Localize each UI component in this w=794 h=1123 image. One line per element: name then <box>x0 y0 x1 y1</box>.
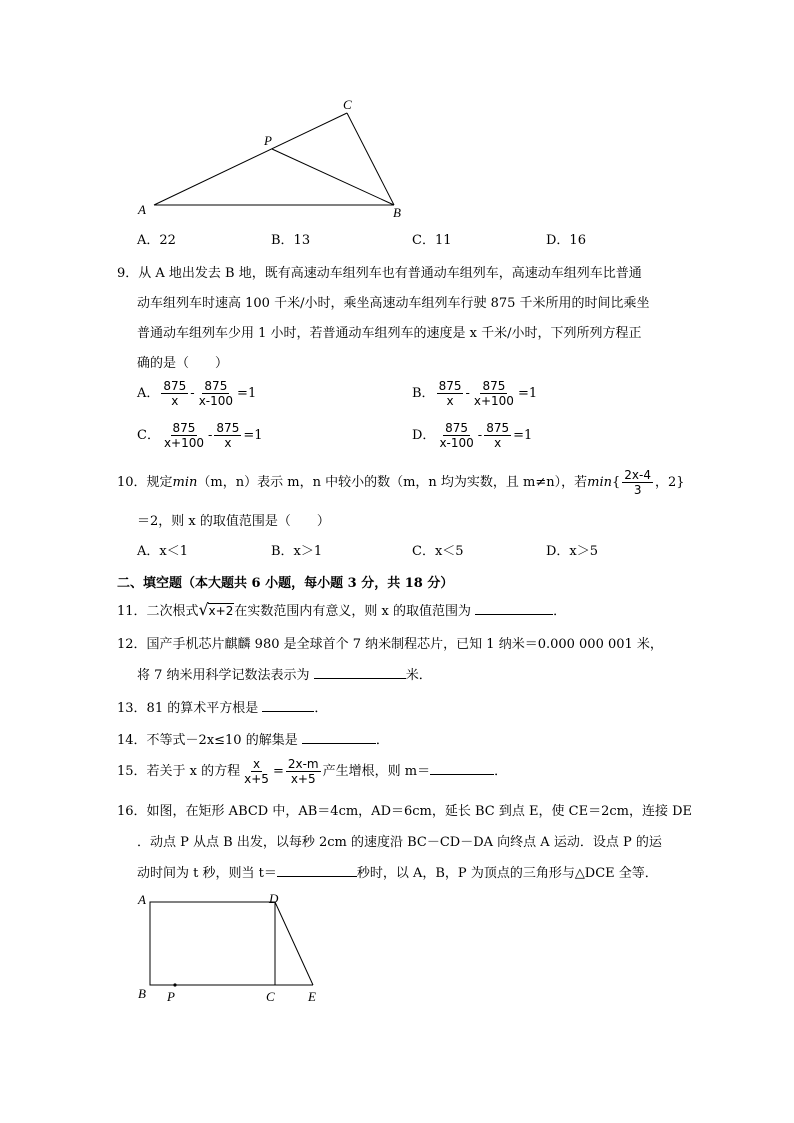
label-a: A <box>138 202 146 217</box>
q11-end: ． <box>553 604 567 619</box>
segment-de <box>275 902 313 985</box>
option-label: D． <box>412 428 436 443</box>
fraction <box>622 468 653 497</box>
option-label: B． <box>412 386 435 401</box>
q16-text-a: 动时间为 t 秒，则当 t＝ <box>137 866 277 881</box>
q16-line-1: 16．如图，在矩形 ABCD 中，AB＝4cm，AD＝6cm，延长 BC 到点 E，使 CE＝2cm，连接 DE <box>117 804 692 819</box>
question-14 <box>117 729 389 748</box>
q16-line-3 <box>137 862 658 881</box>
q8-option-a: A．22 <box>137 233 176 248</box>
label-e: E <box>308 989 316 1004</box>
q10-option-d: D．x＞5 <box>546 544 599 559</box>
fraction <box>437 379 464 408</box>
q10-line-2: ＝2，则 x 的取值范围是（ ） <box>137 514 330 529</box>
q10-line-1 <box>117 468 685 497</box>
label-a: A <box>138 892 146 907</box>
q8-option-b: B．13 <box>271 233 311 248</box>
q13-text: 13．81 的算术平方根是 <box>117 701 259 716</box>
q12-line-2 <box>137 664 432 683</box>
q9-line-2: 动车组列车时速高 100 千米/小时，乘坐高速动车组列车行驶 875 千米所用的时间比乘坐 <box>137 296 650 311</box>
q12-text: 将 7 纳米用科学记数法表示为 <box>137 668 310 683</box>
label-b: B <box>393 205 401 220</box>
segment-pb <box>272 149 394 205</box>
equation-tail: =1 <box>517 386 538 401</box>
fraction <box>162 421 206 450</box>
answer-blank[interactable] <box>277 864 357 877</box>
sqrt-expression <box>198 600 235 619</box>
numerator: 875 <box>445 421 469 435</box>
fraction <box>437 421 475 450</box>
answer-blank[interactable] <box>262 699 314 712</box>
radicand: x+2 <box>208 604 234 618</box>
fraction <box>214 421 241 450</box>
rectangle-figure <box>135 890 335 1010</box>
q11-prefix: 11．二次根式 <box>117 604 199 619</box>
q10-prefix: 10．规定 <box>117 475 173 490</box>
denominator: x-100 <box>198 394 234 408</box>
numerator: 875 <box>438 379 462 393</box>
q10-option-b: B．x＞1 <box>271 544 323 559</box>
q9-line-4: 确的是（ ） <box>137 356 229 371</box>
fraction <box>197 379 235 408</box>
q10-option-c: C．x＜5 <box>412 544 464 559</box>
q8-option-c: C．11 <box>412 233 452 248</box>
numerator: 875 <box>204 379 228 393</box>
denominator: 3 <box>633 483 642 497</box>
rectangle-abcd <box>150 902 275 985</box>
label-d: D <box>269 891 279 906</box>
numerator: 2x-4 <box>624 468 651 482</box>
numerator: 875 <box>172 421 196 435</box>
q16-text-b: 秒时，以 A，B，P 为顶点的三角形与△DCE 全等． <box>356 866 658 881</box>
q12-end: 米． <box>405 668 432 683</box>
question-13 <box>117 697 327 716</box>
q10-option-a: A．x＜1 <box>137 544 188 559</box>
triangle-figure <box>130 95 420 225</box>
numerator: 875 <box>163 379 187 393</box>
denominator: x <box>171 394 179 408</box>
q13-end: ． <box>314 701 328 716</box>
q15-end: ． <box>494 764 508 779</box>
point-p <box>173 983 176 986</box>
denominator: x <box>224 436 232 450</box>
fraction <box>472 379 516 408</box>
q9-line-1: 9．从 A 地出发去 B 地，既有高速动车组列车也有普通动车组列车，高速动车组列车比普通 <box>117 266 642 281</box>
denominator: x+5 <box>290 772 316 786</box>
equals-sign: = <box>272 764 284 779</box>
numerator: 2x-m <box>287 757 319 771</box>
denominator: x <box>494 436 502 450</box>
label-p: P <box>167 989 175 1004</box>
equation-tail: =1 <box>513 428 533 443</box>
q10-min-2: min <box>587 475 612 490</box>
answer-blank[interactable] <box>302 731 376 744</box>
answer-blank[interactable] <box>314 666 406 679</box>
fraction <box>286 757 321 786</box>
equation-tail: =1 <box>243 428 263 443</box>
label-p: P <box>264 133 272 148</box>
denominator: x+100 <box>473 394 514 408</box>
question-15 <box>117 757 507 786</box>
answer-blank[interactable] <box>475 602 553 615</box>
numerator: 875 <box>216 421 240 435</box>
q9-option-b: B． $\frac{875}{x}$ - $\frac{875}{x+100}$ =1 <box>412 379 538 408</box>
section-title-fill-in: 二、填空题（本大题共 6 小题，每小题 3 分，共 18 分） <box>117 576 454 591</box>
question-11 <box>117 600 566 619</box>
q10-text-a: （m，n）表示 m，n 中较小的数（m，n 均为实数，且 m≠n），若 <box>197 475 588 490</box>
option-label: A． <box>137 386 160 401</box>
q12-line-1: 12．国产手机芯片麒麟 980 是全球首个 7 纳米制程芯片，已知 1 纳米＝0.000 000 001 米， <box>117 637 663 652</box>
q9-option-d: D． $\frac{875}{x-100}$ - $\frac{875}{x}$ =1 <box>412 421 533 450</box>
q9-line-3: 普通动车组列车少用 1 小时，若普通动车组列车的速度是 x 千米/小时，下列所列方程正 <box>137 326 642 341</box>
sqrt-icon: √ <box>198 600 209 619</box>
segment-cb <box>347 113 394 205</box>
q10-brace: { <box>612 475 621 490</box>
numerator: 875 <box>486 421 510 435</box>
q14-text: 14．不等式－2x≤10 的解集是 <box>117 733 298 748</box>
q11-text: 在实数范围内有意义，则 x 的取值范围为 <box>234 604 471 619</box>
q9-option-c: C． $\frac{875}{x+100}$ - $\frac{875}{x}$ =1 <box>137 421 263 450</box>
label-b: B <box>138 986 146 1001</box>
q10-min: min <box>172 475 198 490</box>
option-label: C． <box>137 428 160 443</box>
segment-ac <box>154 113 347 205</box>
fraction <box>161 379 188 408</box>
denominator: x-100 <box>439 436 474 450</box>
denominator: x <box>446 394 454 408</box>
answer-blank[interactable] <box>430 762 494 775</box>
q8-option-d: D．16 <box>546 233 586 248</box>
fraction <box>242 757 271 786</box>
numerator: x <box>252 757 261 771</box>
q9-option-a: A． $\frac{875}{x}$ - $\frac{875}{x-100}$ =1 <box>137 379 257 408</box>
q16-line-2: ．动点 P 从点 B 出发，以每秒 2cm 的速度沿 BC－CD－DA 向终点 A 运动．设点 P 的运 <box>137 835 662 850</box>
q14-end: ． <box>375 733 389 748</box>
q15-text: 产生增根，则 m＝ <box>322 764 431 779</box>
q10-text-c: ，2} <box>654 475 685 490</box>
q15-prefix: 15．若关于 x 的方程 <box>117 764 241 779</box>
fraction <box>484 421 511 450</box>
label-c: C <box>266 989 275 1004</box>
label-c: C <box>343 97 352 112</box>
denominator: x+5 <box>244 772 269 786</box>
numerator: 875 <box>482 379 506 393</box>
equation-tail: =1 <box>237 386 257 401</box>
denominator: x+100 <box>163 436 205 450</box>
